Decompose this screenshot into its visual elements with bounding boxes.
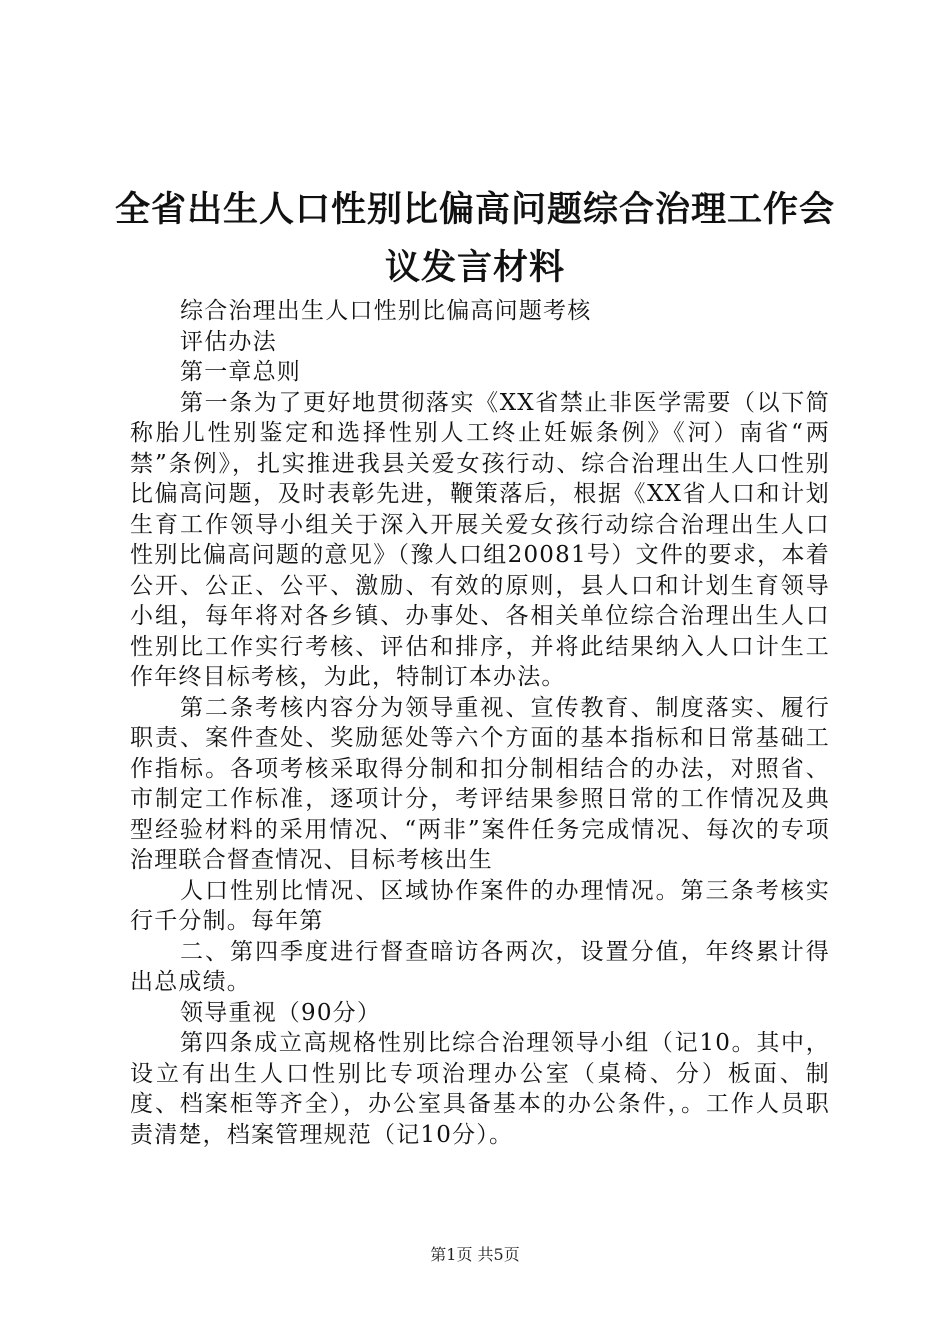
quarter-paragraph: 二、第四季度进行督查暗访各两次，设置分值，年终累计得出总成绩。 — [130, 938, 830, 995]
article-3-paragraph: 人口性别比情况、区域协作案件的办理情况。第三条考核实行千分制。每年第 — [130, 877, 830, 934]
page-footer: 第1页 共5页 — [430, 1245, 520, 1264]
article-1-paragraph: 第一条为了更好地贯彻落实《XX省禁止非医学需要（以下简称胎儿性别鉴定和选择性别人工终止妊娠条例》《河）南省“两禁”条例》，扎实推进我县关爱女孩行动、综合治理出生人口性别比偏高问题，及时表彰先进，鞭策落后，根据《XX省人口和计划生育工作领导小组关于深入开展关爱女孩行动综合治理出生人口性别比偏高问题的意见》（豫人口组20081号）文件的要求，本着公开、公正、公平、激励、有效的原则，县人口和计划生育领导小组，每年将对各乡镇、办事处、各相关单位综合治理出生人口性别比工作实行考核、评估和排序，并将此结果纳入人口计生工作年终目标考核，为此，特制订本办法。 — [130, 389, 830, 690]
article-4-paragraph: 第四条成立高规格性别比综合治理领导小组（记10。其中，设立有出生人口性别比专项治理办公室（桌椅、分）板面、制度、档案柜等齐全），办公室具备基本的办公条件，。工作人员职责清楚，档案管理规范（记10分）。 — [130, 1030, 830, 1148]
document-title-line-1: 全省出生人口性别比偏高问题综合治理工作会 — [114, 189, 835, 230]
document-title-line-2: 议发言材料 — [384, 247, 565, 288]
chapter-heading: 第一章总则 — [180, 359, 301, 385]
document-body — [130, 296, 830, 1150]
section-heading-leadership: 领导重视（90分） — [180, 999, 382, 1026]
subtitle-line-1: 综合治理出生人口性别比偏高问题考核 — [180, 298, 592, 324]
subtitle-line-2: 评估办法 — [180, 328, 277, 355]
article-2-paragraph: 第二条考核内容分为领导重视、宣传教育、制度落实、履行职责、案件查处、奖励惩处等六个方面的基本指标和日常基础工作指标。各项考核采取得分制和扣分制相结合的办法，对照省、市制定工作标准，逐项计分，考评结果参照日常的工作情况及典型经验材料的采用情况、“两非”案件任务完成情况、每次的专项治理联合督查情况、目标考核出生 — [130, 694, 830, 873]
